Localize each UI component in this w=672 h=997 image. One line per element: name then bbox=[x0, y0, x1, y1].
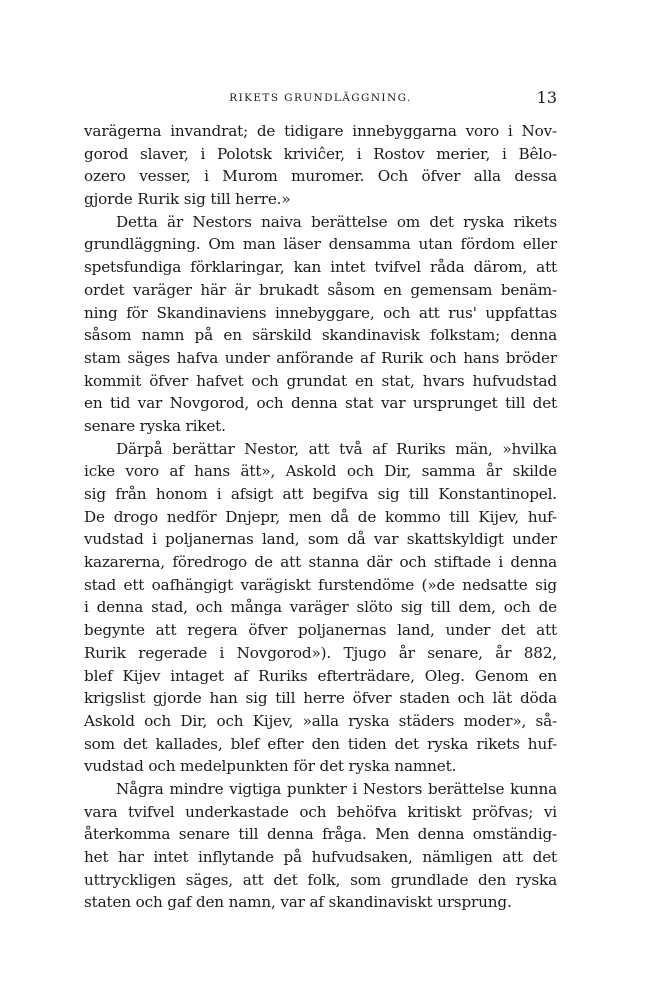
text-line: en tid var Novgorod, och denna stat var ursprunget till det bbox=[84, 394, 557, 413]
text-line: vara tvifvel underkastade och behöfva kritiskt pröfvas; vi bbox=[84, 802, 557, 821]
text-line: Några mindre vigtiga punkter i Nestors berättelse kunna bbox=[116, 779, 557, 798]
text-line: staten och gaf den namn, var af skandinaviskt ursprung. bbox=[84, 893, 512, 912]
text-line: Detta är Nestors naiva berättelse om det ryska rikets bbox=[116, 212, 557, 231]
text-line: kommit öfver hafvet och grundat en stat, hvars hufvudstad bbox=[84, 371, 557, 390]
text-line: ordet varäger här är brukadt såsom en gemensam benäm- bbox=[84, 280, 557, 299]
text-line: spetsfundiga förklaringar, kan intet tvifvel råda därom, att bbox=[84, 258, 557, 277]
text-line: De drogo nedför Dnjepr, men då de kommo till Kijev, huf- bbox=[84, 507, 557, 526]
page-number: 13 bbox=[536, 88, 557, 107]
text-line: varägerna invandrat; de tidigare innebyggarna voro i Nov- bbox=[84, 122, 557, 140]
text-line: sig från honom i afsigt att begifva sig till Konstantinopel. bbox=[84, 485, 557, 503]
text-line: Rurik regerade i Novgorod»). Tjugo år senare, år 882, bbox=[84, 643, 557, 662]
text-line: vudstad i poljanernas land, som då var skattskyldigt under bbox=[84, 530, 557, 549]
text-line: som det kallades, blef efter den tiden det ryska rikets huf- bbox=[84, 734, 557, 753]
text-line: gorod slaver, i Polotsk kriviĉer, i Rostov merier, i Bêlo- bbox=[84, 144, 557, 163]
text-line: ning för Skandinaviens innebyggare, och att rus' uppfattas bbox=[84, 303, 557, 322]
text-line: uttryckligen säges, att det folk, som grundlade den ryska bbox=[84, 870, 557, 889]
text-line: stad ett oafhängigt varägiskt furstendöme (»de nedsatte sig bbox=[84, 575, 557, 594]
text-line: senare ryska riket. bbox=[84, 416, 226, 435]
text-line: kazarerna, föredrogo de att stanna där och stiftade i denna bbox=[84, 553, 557, 572]
text-line: krigslist gjorde han sig till herre öfver staden och lät döda bbox=[84, 689, 557, 708]
text-line: grundläggning. Om man läser densamma utan fördom eller bbox=[84, 235, 557, 254]
text-line: stam säges hafva under anförande af Rurik och hans bröder bbox=[84, 348, 557, 367]
text-line: ozero vesser, i Murom muromer. Och öfver alla dessa bbox=[84, 167, 557, 186]
text-line: Därpå berättar Nestor, att två af Ruriks män, »hvilka bbox=[116, 439, 557, 458]
text-line: i denna stad, och många varäger slöto sig till dem, och de bbox=[84, 598, 557, 617]
text-line: icke voro af hans ätt», Askold och Dir, samma år skilde bbox=[84, 462, 557, 481]
book-page bbox=[84, 88, 557, 914]
text-line: Askold och Dir, och Kijev, »alla ryska städers moder», så- bbox=[84, 711, 557, 730]
text-line: återkomma senare till denna fråga. Men denna omständig- bbox=[84, 825, 557, 844]
text-line: gjorde Rurik sig till herre.» bbox=[84, 190, 291, 209]
text-line: blef Kijev intaget af Ruriks efterträdare, Oleg. Genom en bbox=[84, 666, 557, 685]
page-header bbox=[84, 88, 557, 114]
text-line: begynte att regera öfver poljanernas land, under det att bbox=[84, 621, 557, 640]
body-text bbox=[84, 120, 557, 914]
text-line: vudstad och medelpunkten för det ryska namnet. bbox=[84, 757, 457, 776]
text-line: het har intet inflytande på hufvudsaken, nämligen att det bbox=[84, 848, 557, 866]
text-line: såsom namn på en särskild skandinavisk folkstam; denna bbox=[84, 326, 557, 345]
running-title: RIKETS GRUNDLÄGGNING. bbox=[229, 92, 412, 104]
